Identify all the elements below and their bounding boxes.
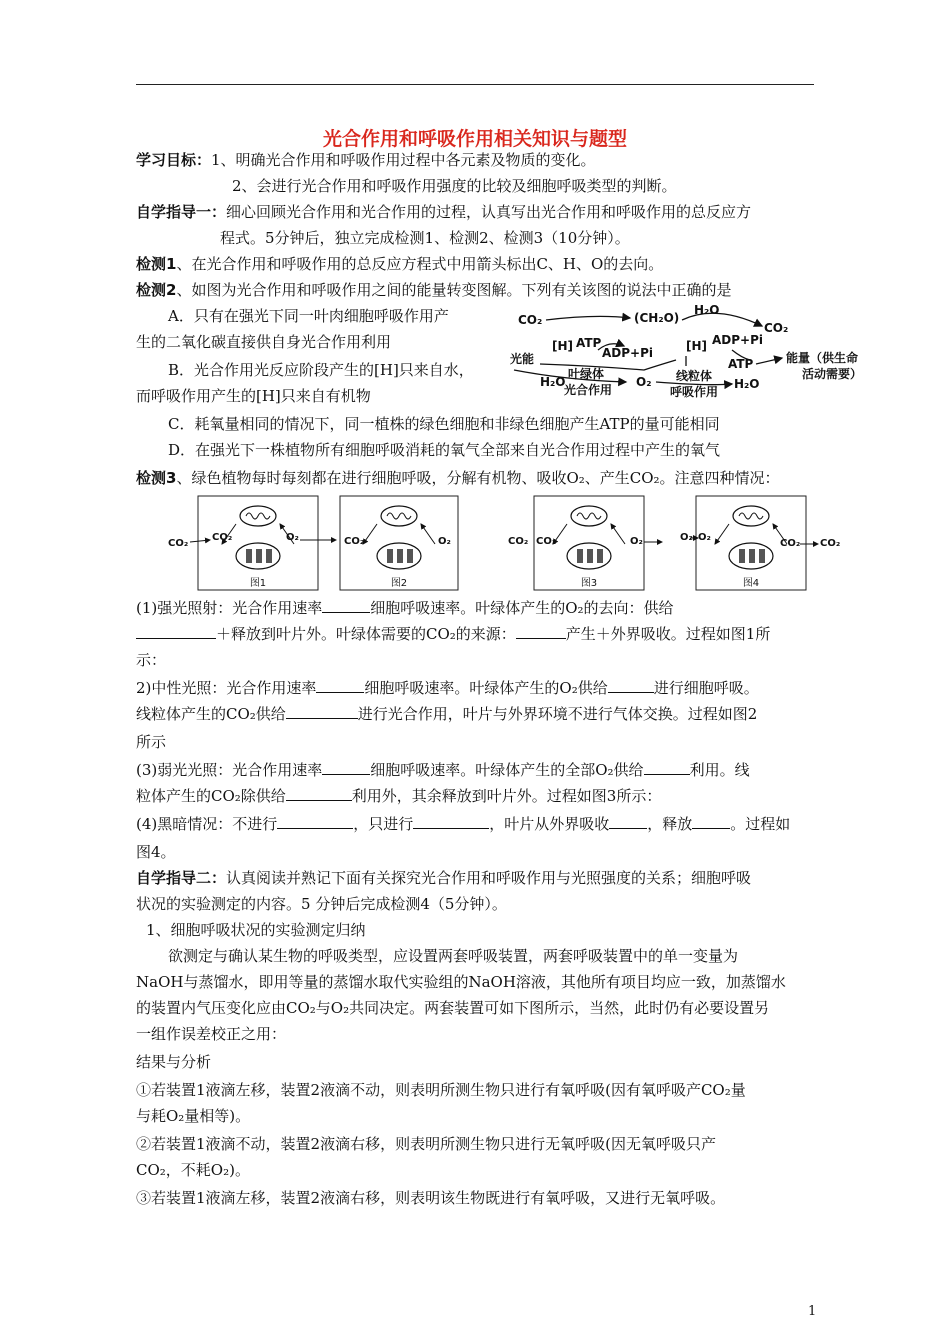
option-b-1: B．光合作用光反应阶段产生的[H]只来自水， bbox=[168, 361, 474, 379]
fig3-co2-outside: CO₂ bbox=[508, 536, 529, 547]
q1-blank-3[interactable] bbox=[516, 624, 566, 639]
option-a-1: A．只有在强光下同一叶肉细胞呼吸作用产 bbox=[168, 307, 449, 325]
header-rule bbox=[136, 84, 814, 85]
q1-text-e: 示： bbox=[136, 651, 167, 669]
diag-co2: CO₂ bbox=[518, 313, 543, 327]
guide2-text-1: 认真阅读并熟记下面有关探究光合作用和呼吸作用与光照强度的关系；细胞呼吸 bbox=[226, 869, 752, 887]
goals-label: 学习目标： bbox=[136, 151, 212, 169]
diag-atp2: ATP bbox=[728, 357, 754, 371]
diag-o2: O₂ bbox=[636, 375, 652, 389]
result-2b: CO₂，不耗O₂)。 bbox=[136, 1161, 250, 1179]
diag-atp1: ATP bbox=[576, 336, 602, 350]
diag-energy-1: 能量（供生命 bbox=[786, 351, 859, 365]
q4-text-c: ，叶片从外界吸收 bbox=[489, 815, 610, 833]
q1-line-1 bbox=[136, 598, 674, 618]
fig3-o2: O₂ bbox=[630, 536, 643, 547]
q2-text-a: 2)中性光照：光合作用速率 bbox=[136, 679, 317, 697]
result-2a: ②若装置1液滴不动，装置2液滴右移，则表明所测生物只进行无氧呼吸(因无氧呼吸只产 bbox=[136, 1135, 716, 1153]
q4-blank-1[interactable] bbox=[277, 814, 353, 829]
check3-label: 检测3 bbox=[136, 469, 177, 487]
q2-blank-2[interactable] bbox=[608, 678, 654, 693]
q3-text-c: 利用。线 bbox=[689, 761, 750, 779]
q2-blank-1[interactable] bbox=[316, 678, 364, 693]
q2-text-f: 所示 bbox=[136, 733, 167, 751]
thylakoid-icon bbox=[246, 549, 252, 563]
result-3: ③若装置1液滴左移，装置2液滴右移，则表明该生物既进行有氧呼吸，又进行无氧呼吸。 bbox=[136, 1189, 726, 1207]
para-line-4: 一组作误差校正之用： bbox=[136, 1025, 287, 1043]
guide2-text-2: 状况的实验测定的内容。5 分钟后完成检测4（5分钟）。 bbox=[136, 895, 507, 913]
arrow bbox=[363, 524, 377, 544]
guide1-text-2: 程式。5分钟后，独立完成检测1、检测2、检测3（10分钟）。 bbox=[220, 229, 630, 247]
guide2-line-1 bbox=[136, 868, 751, 888]
diag-h2o-top: H₂O bbox=[694, 303, 720, 317]
q2-text-c: 进行细胞呼吸。 bbox=[653, 679, 759, 697]
diag-h1: [H] bbox=[552, 339, 574, 353]
diag-energy-2: 活动需要） bbox=[802, 367, 863, 381]
check1-line bbox=[136, 254, 663, 274]
q1-text-a: (1)强光照射：光合作用速率 bbox=[136, 599, 323, 617]
figure-3-label: 图3 bbox=[580, 578, 598, 589]
check2-text: 、如图为光合作用和呼吸作用之间的能量转变图解。下列有关该图的说法中正确的是 bbox=[176, 281, 732, 299]
q1-line-2 bbox=[136, 624, 770, 644]
q3-blank-3[interactable] bbox=[286, 786, 352, 801]
check1-text: 、在光合作用和呼吸作用的总反应方程式中用箭头标出C、H、O的去向。 bbox=[176, 255, 664, 273]
q4-text-f: 图4。 bbox=[136, 843, 176, 861]
diag-light: 光能 bbox=[510, 352, 535, 366]
q4-text-e: 。过程如 bbox=[730, 815, 791, 833]
q1-text-c: ＋释放到叶片外。叶绿体需要的CO₂的来源： bbox=[216, 625, 516, 643]
fig2-co2: CO₂ bbox=[344, 536, 365, 547]
arrow bbox=[421, 524, 435, 544]
arrow bbox=[190, 540, 210, 542]
q2-text-e: 进行光合作用，叶片与外界环境不进行气体交换。过程如图2 bbox=[357, 705, 758, 723]
q1-text-b: 细胞呼吸速率。叶绿体产生的O₂的去向：供给 bbox=[370, 599, 674, 617]
check3-text: 、绿色植物每时每刻都在进行细胞呼吸，分解有机物、吸收O₂、产生CO₂。注意四种情况： bbox=[176, 469, 780, 487]
q3-line-2 bbox=[136, 786, 661, 806]
figure-1-label: 图1 bbox=[249, 578, 267, 589]
thylakoid-icon bbox=[759, 549, 765, 563]
guide1-line-1 bbox=[136, 202, 751, 222]
diag-h2o-bl: H₂O bbox=[540, 375, 566, 389]
diag-adp2: ADP+Pi bbox=[712, 333, 764, 347]
fig1-o2: O₂ bbox=[286, 532, 299, 543]
q2-line-2 bbox=[136, 704, 757, 724]
q3-blank-2[interactable] bbox=[644, 760, 690, 775]
result-1b: 与耗O₂量相等)。 bbox=[136, 1107, 251, 1125]
option-a-2: 生的二氧化碳直接供自身光合作用利用 bbox=[136, 333, 392, 351]
thylakoid-icon bbox=[749, 549, 755, 563]
q4-text-a: (4)黑暗情况：不进行 bbox=[136, 815, 278, 833]
check2-label: 检测2 bbox=[136, 281, 177, 299]
result-1a: ①若装置1液滴左移，装置2液滴不动，则表明所测生物只进行有氧呼吸(因有氧呼吸产CO₂量 bbox=[136, 1081, 746, 1099]
figure-4-label: 图4 bbox=[742, 578, 760, 589]
q1-blank-1[interactable] bbox=[322, 598, 370, 613]
q4-blank-4[interactable] bbox=[692, 814, 730, 829]
option-b-2: 而呼吸作用产生的[H]只来自有机物 bbox=[136, 387, 371, 405]
diag-h2: [H] bbox=[686, 339, 708, 353]
goals-line-1 bbox=[136, 150, 596, 170]
thylakoid-icon bbox=[387, 549, 393, 563]
q4-blank-2[interactable] bbox=[413, 814, 489, 829]
fig1-co2-outside: CO₂ bbox=[168, 538, 189, 549]
q1-blank-2[interactable] bbox=[136, 624, 216, 639]
goal-2: 2、会进行光合作用和呼吸作用强度的比较及细胞呼吸类型的判断。 bbox=[232, 177, 677, 195]
thylakoid-icon bbox=[266, 549, 272, 563]
para-line-3: 的装置内气压变化应由CO₂与O₂共同决定。两套装置可如下图所示，当然，此时仍有必要设置另 bbox=[136, 999, 770, 1017]
diag-chloro-1: 叶绿体 bbox=[568, 367, 605, 381]
q3-text-a: (3)弱光光照：光合作用速率 bbox=[136, 761, 323, 779]
guide1-text-1: 细心回顾光合作用和光合作用的过程，认真写出光合作用和呼吸作用的总反应方 bbox=[226, 203, 752, 221]
guide2-label: 自学指导二： bbox=[136, 869, 227, 887]
diag-adp1: ADP+Pi bbox=[602, 346, 654, 360]
energy-conversion-diagram bbox=[506, 300, 876, 410]
thylakoid-icon bbox=[597, 549, 603, 563]
q4-blank-3[interactable] bbox=[609, 814, 647, 829]
q3-text-e: 利用外，其余释放到叶片外。过程如图3所示： bbox=[351, 787, 662, 805]
thylakoid-icon bbox=[587, 549, 593, 563]
q2-line-1 bbox=[136, 678, 759, 698]
fig4-co2: CO₂ bbox=[780, 538, 801, 549]
q3-text-d: 粒体产生的CO₂除供给 bbox=[136, 787, 286, 805]
four-situations-figure bbox=[168, 494, 858, 594]
figure-2-label: 图2 bbox=[390, 578, 408, 589]
q3-blank-1[interactable] bbox=[322, 760, 370, 775]
page-title: 光合作用和呼吸作用相关知识与题型 bbox=[322, 128, 627, 150]
diag-mito-2: 呼吸作用 bbox=[670, 385, 719, 399]
fig1-co2: CO₂ bbox=[212, 532, 233, 543]
check1-label: 检测1 bbox=[136, 255, 177, 273]
q3-line-1 bbox=[136, 760, 750, 780]
para-line-1: 欲测定与确认某生物的呼吸类型，应设置两套呼吸装置，两套呼吸装置中的单一变量为 bbox=[168, 947, 739, 965]
diag-chloro-2: 光合作用 bbox=[564, 383, 613, 397]
thylakoid-icon bbox=[577, 549, 583, 563]
fig4-o2: O₂ bbox=[698, 532, 711, 543]
diag-mito-1: 线粒体 bbox=[676, 369, 713, 383]
arrow bbox=[611, 524, 625, 544]
arrow bbox=[715, 524, 729, 544]
q1-text-d: 产生＋外界吸收。过程如图1所 bbox=[565, 625, 771, 643]
diag-ch2o: (CH₂O) bbox=[634, 311, 680, 325]
para-line-2: NaOH与蒸馏水，即用等量的蒸馏水取代实验组的NaOH溶液，其他所有项目均应一致，加蒸馏水 bbox=[136, 973, 786, 991]
thylakoid-icon bbox=[256, 549, 262, 563]
q2-blank-3[interactable] bbox=[286, 704, 358, 719]
result-heading: 结果与分析 bbox=[136, 1053, 212, 1071]
q2-text-b: 细胞呼吸速率。叶绿体产生的O₂供给 bbox=[364, 679, 608, 697]
fig2-o2: O₂ bbox=[438, 536, 451, 547]
page-number: 1 bbox=[808, 1304, 817, 1319]
check3-line bbox=[136, 468, 780, 488]
diag-co2-right: CO₂ bbox=[764, 321, 789, 335]
q4-text-d: ，释放 bbox=[647, 815, 693, 833]
figure-row bbox=[168, 494, 858, 598]
thylakoid-icon bbox=[397, 549, 403, 563]
option-c: C．耗氧量相同的情况下，同一植株的绿色细胞和非绿色细胞产生ATP的量可能相同 bbox=[168, 415, 720, 433]
section-1-heading: 1、细胞呼吸状况的实验测定归纳 bbox=[146, 921, 366, 939]
q2-text-d: 线粒体产生的CO₂供给 bbox=[136, 705, 286, 723]
goal-1: 1、明确光合作用和呼吸作用过程中各元素及物质的变化。 bbox=[211, 151, 596, 169]
fig3-co2: CO₂ bbox=[536, 536, 557, 547]
fig4-co2-outside: CO₂ bbox=[820, 538, 841, 549]
check2-line bbox=[136, 280, 731, 300]
option-d: D．在强光下一株植物所有细胞呼吸消耗的氧气全部来自光合作用过程中产生的氧气 bbox=[168, 441, 721, 459]
fig4-o2-outside: O₂ bbox=[680, 532, 693, 543]
q4-text-b: ，只进行 bbox=[353, 815, 414, 833]
thylakoid-icon bbox=[407, 549, 413, 563]
q3-text-b: 细胞呼吸速率。叶绿体产生的全部O₂供给 bbox=[370, 761, 644, 779]
thylakoid-icon bbox=[739, 549, 745, 563]
q4-line-1 bbox=[136, 814, 790, 834]
guide1-label: 自学指导一： bbox=[136, 203, 227, 221]
diag-h2o-br: H₂O bbox=[734, 377, 760, 391]
